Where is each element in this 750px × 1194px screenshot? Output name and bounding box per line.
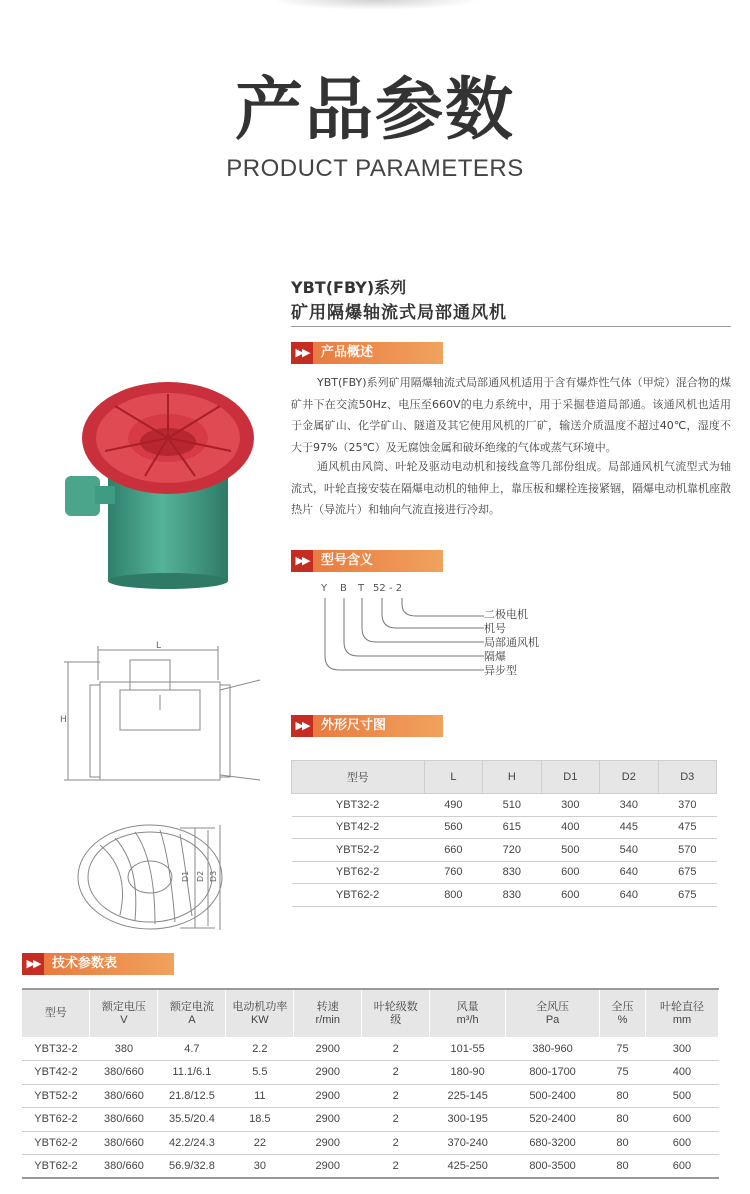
table-cell: 35.5/20.4 (158, 1108, 226, 1132)
table-cell: 500 (541, 839, 599, 862)
table-cell: 520-2400 (506, 1108, 600, 1132)
table-cell: 830 (483, 861, 541, 884)
page-subtitle: PRODUCT PARAMETERS (226, 155, 524, 182)
table-cell: 675 (658, 884, 716, 907)
table-row (292, 816, 717, 839)
table-cell: 475 (658, 816, 716, 839)
side-view-drawing (60, 640, 290, 790)
table-cell: 101-55 (430, 1037, 506, 1061)
table-cell: 425-250 (430, 1155, 506, 1179)
column-header (430, 989, 506, 1037)
double-chevron-icon: ▶▶ (291, 342, 313, 364)
table-cell: 540 (600, 839, 658, 862)
legend-item: 机号 (484, 622, 506, 635)
dimension-label-d3: D3 (209, 870, 218, 882)
column-header: L (424, 761, 482, 794)
column-header-unit: 级 (390, 1013, 402, 1026)
table-cell: 2900 (294, 1037, 362, 1061)
table-cell: 5.5 (226, 1061, 294, 1085)
table-cell: 75 (600, 1061, 646, 1085)
table-cell: 75 (600, 1037, 646, 1061)
column-header (90, 989, 158, 1037)
column-header (158, 989, 226, 1037)
table-cell: 2900 (294, 1131, 362, 1155)
legend-item: 隔爆 (484, 650, 506, 663)
table-cell: YBT62-2 (22, 1108, 90, 1132)
table-cell: 380/660 (90, 1061, 158, 1085)
table-cell: 490 (424, 794, 482, 817)
table-cell: 21.8/12.5 (158, 1084, 226, 1108)
table-cell: 570 (658, 839, 716, 862)
column-header-label: 型号 (44, 1007, 67, 1019)
double-chevron-icon: ▶▶ (291, 550, 313, 572)
column-header-unit: A (188, 1013, 196, 1026)
code-b: B (340, 583, 347, 594)
table-cell: 660 (424, 839, 482, 862)
table-cell: YBT32-2 (292, 794, 425, 817)
column-header (506, 989, 600, 1037)
column-header-unit: m³/h (456, 1013, 479, 1026)
table-cell: 500-2400 (506, 1084, 600, 1108)
table-cell: 300-195 (430, 1108, 506, 1132)
divider (291, 326, 731, 327)
table-cell: 800-1700 (506, 1061, 600, 1085)
table-row (22, 1061, 719, 1085)
table-cell: 22 (226, 1131, 294, 1155)
table-cell: 18.5 (226, 1108, 294, 1132)
table-header-row (22, 989, 719, 1037)
column-header-unit: KW (250, 1013, 269, 1026)
column-header: H (483, 761, 541, 794)
table-row (22, 1084, 719, 1108)
table-cell: YBT42-2 (22, 1061, 90, 1085)
dimensions-table (291, 760, 717, 907)
top-shadow (270, 0, 480, 10)
column-header: 型号 (292, 761, 425, 794)
code-number: 52 - 2 (373, 583, 403, 594)
table-cell: 370 (658, 794, 716, 817)
table-cell: 445 (600, 816, 658, 839)
table-cell: 2 (362, 1155, 430, 1179)
table-cell: 370-240 (430, 1131, 506, 1155)
column-header-unit: r/min (315, 1013, 340, 1026)
table-cell: 56.9/32.8 (158, 1155, 226, 1179)
double-chevron-icon: ▶▶ (22, 953, 44, 975)
table-row (292, 861, 717, 884)
table-cell: 560 (424, 816, 482, 839)
table-cell: 800 (424, 884, 482, 907)
table-cell: 4.7 (158, 1037, 226, 1061)
table-cell: 720 (483, 839, 541, 862)
column-header-label: 额定电压 (101, 1000, 146, 1013)
section-header-overview: ▶▶ 产品概述 (291, 342, 443, 364)
table-cell: 600 (541, 861, 599, 884)
column-header (645, 989, 718, 1037)
table-row (22, 1131, 719, 1155)
dimension-label-h: H (60, 715, 67, 725)
column-header: D2 (600, 761, 658, 794)
column-header-label: 全风压 (536, 1000, 570, 1013)
table-cell: 11.1/6.1 (158, 1061, 226, 1085)
column-header-label: 转速 (316, 1000, 339, 1013)
table-cell: 2 (362, 1037, 430, 1061)
table-cell: YBT62-2 (22, 1155, 90, 1179)
table-cell: YBT42-2 (292, 816, 425, 839)
table-row (22, 1037, 719, 1061)
table-row (292, 884, 717, 907)
legend-item: 二极电机 (484, 608, 528, 621)
column-header (362, 989, 430, 1037)
table-cell: 80 (600, 1155, 646, 1179)
page-title: 产品参数 (234, 71, 515, 150)
table-cell: YBT62-2 (292, 884, 425, 907)
table-row (22, 1155, 719, 1179)
model-legend-lines (316, 594, 486, 684)
table-cell: 2900 (294, 1108, 362, 1132)
section-header-tech: ▶▶ 技术参数表 (22, 953, 174, 975)
dimension-label-d2: D2 (196, 870, 205, 882)
table-cell: 510 (483, 794, 541, 817)
table-cell: 2900 (294, 1061, 362, 1085)
table-cell: 760 (424, 861, 482, 884)
overview-paragraph-2: 通风机由风筒、叶轮及驱动电动机和接线盒等几部份组成。局部通风机气流型式为轴流式，叶轮直接安装在隔爆电动机的轴伸上，靠压板和螺栓连接紧锢，隔爆电动机靠机座散热片（导流片）和轴向气流直接进行冷却。 (291, 460, 731, 516)
table-cell: 2900 (294, 1084, 362, 1108)
table-cell: 2 (362, 1084, 430, 1108)
table-cell: 300 (645, 1037, 718, 1061)
table-cell: 400 (541, 816, 599, 839)
table-cell: 500 (645, 1084, 718, 1108)
table-cell: 225-145 (430, 1084, 506, 1108)
table-cell: 2.2 (226, 1037, 294, 1061)
column-header-label: 叶轮直径 (659, 1000, 704, 1013)
double-chevron-icon: ▶▶ (291, 715, 313, 737)
code-y: Y (321, 583, 328, 594)
dimension-label-d1: D1 (181, 870, 190, 882)
column-header-label: 风量 (456, 1000, 479, 1013)
table-cell: 675 (658, 861, 716, 884)
table-cell: 615 (483, 816, 541, 839)
product-name: 矿用隔爆轴流式局部通风机 (291, 303, 507, 323)
table-row (22, 1108, 719, 1132)
legend-item: 异步型 (484, 664, 517, 677)
table-row (292, 839, 717, 862)
table-cell: 2 (362, 1108, 430, 1132)
legend-item: 局部通风机 (484, 636, 539, 649)
column-header (22, 989, 90, 1037)
front-view-drawing (60, 820, 290, 935)
code-t: T (358, 583, 365, 594)
table-cell: YBT52-2 (22, 1084, 90, 1108)
overview-paragraph-1: YBT(FBY)系列矿用隔爆轴流式局部通风机适用于含有爆炸性气体（甲烷）混合物的煤矿井下在交流50Hz、电压至660V的电力系统中，用于采掘巷道局部通。该通风机也适用于金属矿山、化学矿山、隧道及其它使用风机的厂矿，输送介质温度不超过40℃，湿度不大于97%（25℃）及无腐蚀金属和破坏绝缘的气体或蒸气环境中。 (291, 376, 731, 454)
table-cell: 80 (600, 1084, 646, 1108)
table-cell: 600 (645, 1108, 718, 1132)
table-cell: 42.2/24.3 (158, 1131, 226, 1155)
column-header: D3 (658, 761, 716, 794)
table-cell: 380 (90, 1037, 158, 1061)
table-cell: 11 (226, 1084, 294, 1108)
column-header-unit: % (617, 1013, 628, 1026)
table-cell: 400 (645, 1061, 718, 1085)
table-cell: 640 (600, 861, 658, 884)
table-cell: YBT62-2 (292, 861, 425, 884)
table-cell: 600 (645, 1131, 718, 1155)
dimension-label-l: L (156, 641, 162, 651)
table-cell: 80 (600, 1131, 646, 1155)
table-cell: 830 (483, 884, 541, 907)
table-cell: 2 (362, 1061, 430, 1085)
table-cell: 380/660 (90, 1084, 158, 1108)
table-cell: 600 (541, 884, 599, 907)
column-header-label: 全压 (611, 1000, 634, 1013)
column-header (294, 989, 362, 1037)
column-header-unit: V (120, 1013, 128, 1026)
column-header (226, 989, 294, 1037)
fan-photo (55, 376, 270, 591)
column-header-label: 额定电流 (169, 1000, 214, 1013)
table-cell: 600 (645, 1155, 718, 1179)
table-cell: 680-3200 (506, 1131, 600, 1155)
column-header-label: 叶轮级数 (373, 1000, 418, 1013)
table-cell: 340 (600, 794, 658, 817)
table-cell: YBT32-2 (22, 1037, 90, 1061)
table-cell: YBT62-2 (22, 1131, 90, 1155)
section-header-dimensions: ▶▶ 外形尺寸图 (291, 715, 443, 737)
table-cell: 80 (600, 1108, 646, 1132)
table-cell: 2 (362, 1131, 430, 1155)
tech-params-table (22, 988, 719, 1179)
table-cell: 380/660 (90, 1108, 158, 1132)
column-header-unit: Pa (545, 1013, 560, 1026)
table-cell: YBT52-2 (292, 839, 425, 862)
table-cell: 380-960 (506, 1037, 600, 1061)
table-cell: 180-90 (430, 1061, 506, 1085)
section-header-model: ▶▶ 型号含义 (291, 550, 443, 572)
table-cell: 640 (600, 884, 658, 907)
table-cell: 380/660 (90, 1155, 158, 1179)
product-series: YBT(FBY)系列 (291, 278, 407, 297)
table-row (292, 794, 717, 817)
table-cell: 800-3500 (506, 1155, 600, 1179)
column-header-label: 电动机功率 (232, 1000, 288, 1013)
table-cell: 380/660 (90, 1131, 158, 1155)
table-cell: 300 (541, 794, 599, 817)
table-header-row (292, 761, 717, 794)
column-header-unit: mm (672, 1013, 692, 1026)
table-cell: 30 (226, 1155, 294, 1179)
column-header: D1 (541, 761, 599, 794)
table-cell: 2900 (294, 1155, 362, 1179)
column-header (600, 989, 646, 1037)
